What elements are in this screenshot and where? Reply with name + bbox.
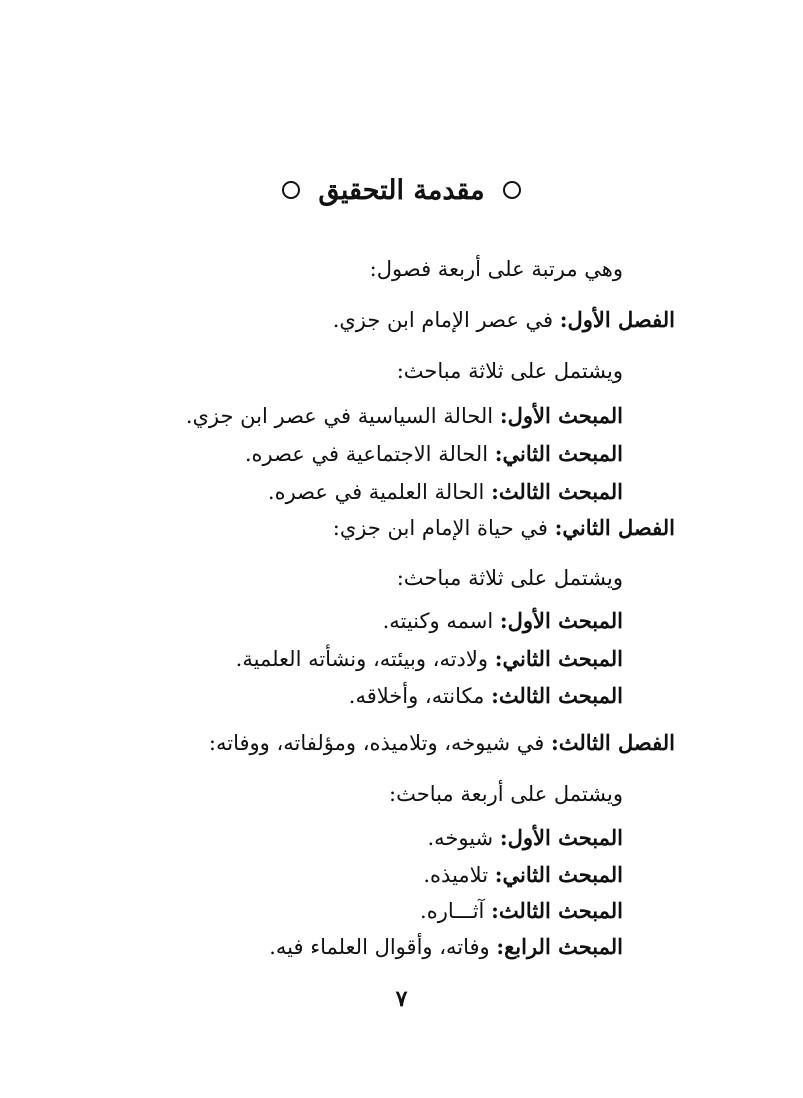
chapter-text: في حياة الإمام ابن جزي: <box>332 516 555 540</box>
section-text: اسمه وكنيته. <box>382 609 500 633</box>
chapter-text: في عصر الإمام ابن جزي. <box>332 308 560 332</box>
chapter-2-sub-intro: ويشتمل على ثلاثة مباحث: <box>396 566 623 590</box>
chapter-2-section-1 <box>383 606 623 636</box>
section-label: المبحث الثالث: <box>491 898 623 923</box>
section-label: المبحث الأول: <box>499 608 623 633</box>
chapter-3-section-1 <box>427 823 623 853</box>
section-label: المبحث الثاني: <box>494 862 623 887</box>
section-text: شيوخه. <box>427 826 500 850</box>
chapter-3-heading <box>209 728 675 758</box>
section-label: المبحث الثالث: <box>491 683 623 708</box>
chapter-1-heading <box>333 305 675 335</box>
chapter-2-heading <box>333 513 675 543</box>
section-text: مكانته، وأخلاقه. <box>348 684 492 708</box>
chapter-text: في شيوخه، وتلاميذه، ومؤلفاته، ووفاته: <box>208 731 551 755</box>
section-label: المبحث الثاني: <box>494 441 623 466</box>
section-text: تلاميذه. <box>423 863 495 887</box>
section-text: الحالة السياسية في عصر ابن جزي. <box>185 404 500 428</box>
section-label: المبحث الرابع: <box>496 934 623 959</box>
circle-ornament-icon <box>282 181 300 199</box>
chapter-1-sub-intro: ويشتمل على ثلاثة مباحث: <box>396 359 623 383</box>
section-label: المبحث الأول: <box>499 403 623 428</box>
circle-ornament-icon <box>503 181 521 199</box>
chapter-3-section-3 <box>420 896 623 926</box>
section-text: وفاته، وأقوال العلماء فيه. <box>269 935 497 959</box>
chapter-3-section-2 <box>423 860 623 890</box>
chapter-2-section-3 <box>349 681 623 711</box>
chapter-label: الفصل الأول: <box>559 307 675 332</box>
intro-line: وهي مرتبة على أربعة فصول: <box>369 257 623 281</box>
section-text: ولادته، وبيئته، ونشأته العلمية. <box>235 647 495 671</box>
chapter-1-section-3 <box>268 477 623 507</box>
chapter-3-sub-intro: ويشتمل على أربعة مباحث: <box>389 782 623 806</box>
title-row <box>0 168 803 212</box>
chapter-2-section-2 <box>236 644 623 674</box>
section-text: الحالة العلمية في عصره. <box>267 480 492 504</box>
page-number: ٧ <box>395 986 408 1012</box>
section-label: المبحث الأول: <box>499 825 623 850</box>
chapter-1-section-2 <box>245 439 623 469</box>
chapter-1-section-1 <box>186 401 623 431</box>
page-title: مقدمة التحقيق <box>318 174 485 206</box>
chapter-3-section-4 <box>269 932 623 962</box>
section-label: المبحث الثالث: <box>491 479 623 504</box>
section-text: الحالة الاجتماعية في عصره. <box>244 442 495 466</box>
chapter-label: الفصل الثالث: <box>550 730 675 755</box>
section-text: آثـــاره. <box>420 899 492 923</box>
chapter-label: الفصل الثاني: <box>554 515 675 540</box>
section-label: المبحث الثاني: <box>494 646 623 671</box>
